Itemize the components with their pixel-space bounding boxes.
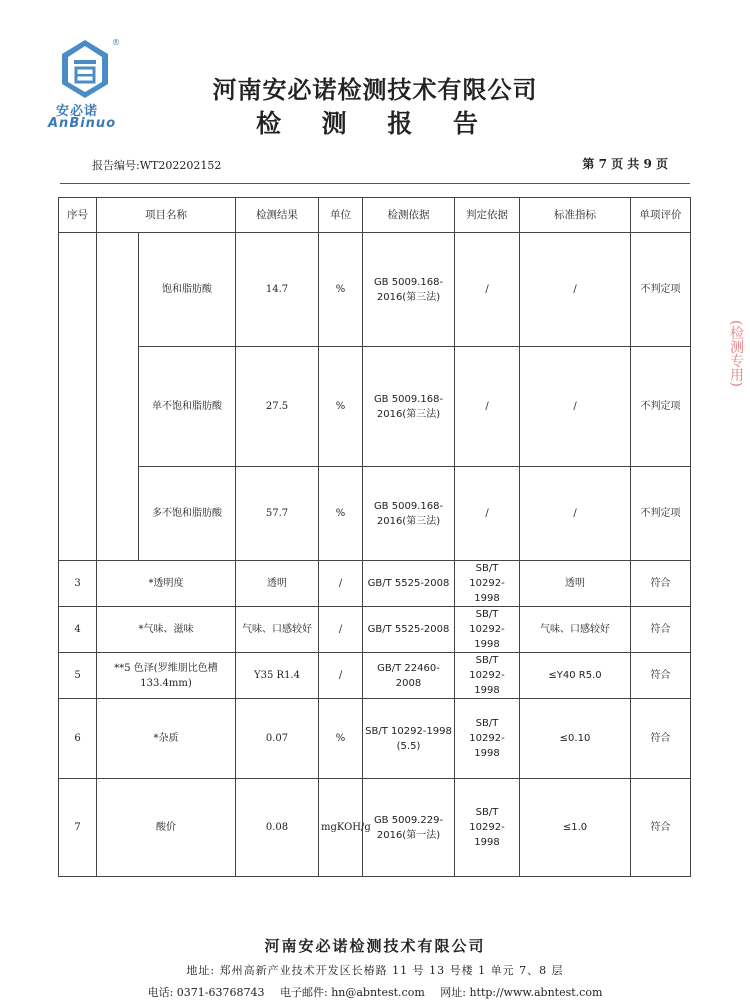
cell-result: 14.7: [236, 233, 319, 347]
table-row: [59, 653, 691, 699]
header-cell-item: 项目名称: [97, 198, 236, 233]
cell-standard: /: [520, 467, 631, 561]
cell-eval: 不判定项: [631, 233, 691, 347]
table-row: [59, 561, 691, 607]
cell-unit: /: [319, 653, 363, 699]
table-header-row: [59, 198, 691, 233]
table-row: [59, 779, 691, 877]
cell-result: 0.08: [236, 779, 319, 877]
table-row: [59, 607, 691, 653]
cell-method: GB 5009.168- 2016(第三法): [363, 347, 455, 467]
header-cell-method: 检测依据: [363, 198, 455, 233]
cell-standard: /: [520, 347, 631, 467]
footer-email: 电子邮件: hn@abntest.com: [280, 986, 425, 999]
cell-name: *透明度: [97, 561, 236, 607]
cell-result: 0.07: [236, 699, 319, 779]
header-cell-result: 检测结果: [236, 198, 319, 233]
report-title: 检 测 报 告: [255, 109, 495, 138]
footer-contact: [0, 984, 750, 1000]
footer-website: 网址: http://www.abntest.com: [440, 986, 603, 999]
cell-no: 7: [59, 779, 97, 877]
cell-basis: SB/T 10292- 1998: [455, 561, 520, 607]
header-cell-no: 序号: [59, 198, 97, 233]
cell-no: 4: [59, 607, 97, 653]
header-cell-eval: 单项评价: [631, 198, 691, 233]
logo-chinese-name: 安必诺: [56, 104, 99, 119]
cell-method: GB/T 5525-2008: [363, 561, 455, 607]
cell-method: GB/T 5525-2008: [363, 607, 455, 653]
cell-standard: ≤1.0: [520, 779, 631, 877]
cell-name: **5 色泽(罗维朋比色槽 133.4mm): [97, 653, 236, 699]
cell-name: 饱和脂肪酸: [139, 233, 236, 347]
cell-name: 酸价: [97, 779, 236, 877]
cell-standard: ≤Y40 R5.0: [520, 653, 631, 699]
cell-eval: 不判定项: [631, 467, 691, 561]
report-number: 报告编号:WT202202152: [92, 159, 222, 172]
cell-no: [59, 233, 97, 561]
cell-basis: /: [455, 467, 520, 561]
cell-basis: SB/T 10292- 1998: [455, 607, 520, 653]
table-row: [59, 347, 691, 467]
cell-no: 6: [59, 699, 97, 779]
cell-eval: 符合: [631, 607, 691, 653]
results-table: [58, 197, 691, 877]
cell-unit: %: [319, 467, 363, 561]
cell-standard: ≤0.10: [520, 699, 631, 779]
footer-phone: 电话: 0371-63768743: [147, 986, 265, 999]
cell-standard: 透明: [520, 561, 631, 607]
cell-result: 气味、口感较好: [236, 607, 319, 653]
cell-method: GB 5009.168- 2016(第三法): [363, 233, 455, 347]
cell-name: *气味、滋味: [97, 607, 236, 653]
cell-basis: SB/T 10292- 1998: [455, 653, 520, 699]
cell-eval: 符合: [631, 561, 691, 607]
cell-no: 5: [59, 653, 97, 699]
cell-method: GB 5009.229- 2016(第一法): [363, 779, 455, 877]
logo-english-name: AnBinuo: [48, 116, 117, 131]
logo-registered-mark: ®: [112, 38, 120, 47]
header-cell-unit: 单位: [319, 198, 363, 233]
cell-result: 27.5: [236, 347, 319, 467]
cell-unit: /: [319, 561, 363, 607]
cell-unit: mgKOH/g: [319, 779, 363, 877]
header-cell-basis: 判定依据: [455, 198, 520, 233]
table-row: [59, 699, 691, 779]
cell-unit: %: [319, 233, 363, 347]
cell-standard: /: [520, 233, 631, 347]
table-row: [59, 233, 691, 347]
cell-name: 单不饱和脂肪酸: [139, 347, 236, 467]
cell-name: 多不饱和脂肪酸: [139, 467, 236, 561]
cell-method: GB/T 22460-2008: [363, 653, 455, 699]
cell-no: 3: [59, 561, 97, 607]
cell-standard: 气味、口感较好: [520, 607, 631, 653]
cell-method: GB 5009.168- 2016(第三法): [363, 467, 455, 561]
cell-result: 57.7: [236, 467, 319, 561]
footer-company: 河南安必诺检测技术有限公司: [264, 937, 486, 955]
seal-stamp: (检测专用): [728, 320, 744, 387]
cell-unit: %: [319, 699, 363, 779]
cell-method: SB/T 10292-1998 (5.5): [363, 699, 455, 779]
company-title: 河南安必诺检测技术有限公司: [212, 75, 538, 104]
header-divider: [60, 183, 690, 184]
cell-unit: %: [319, 347, 363, 467]
cell-eval: 不判定项: [631, 347, 691, 467]
cell-name: *杂质: [97, 699, 236, 779]
footer-address: 地址: 郑州高新产业技术开发区长椿路 11 号 13 号楼 1 单元 7、8 层: [186, 964, 564, 977]
cell-group: [97, 233, 139, 561]
cell-eval: 符合: [631, 779, 691, 877]
cell-result: Y35 R1.4: [236, 653, 319, 699]
cell-eval: 符合: [631, 699, 691, 779]
table-row: [59, 467, 691, 561]
header-cell-standard: 标准指标: [520, 198, 631, 233]
cell-unit: /: [319, 607, 363, 653]
cell-basis: /: [455, 347, 520, 467]
cell-eval: 符合: [631, 653, 691, 699]
page-number: 第 7 页 共 9 页: [582, 157, 668, 171]
cell-basis: /: [455, 233, 520, 347]
cell-basis: SB/T 10292- 1998: [455, 699, 520, 779]
cell-result: 透明: [236, 561, 319, 607]
cell-basis: SB/T 10292- 1998: [455, 779, 520, 877]
